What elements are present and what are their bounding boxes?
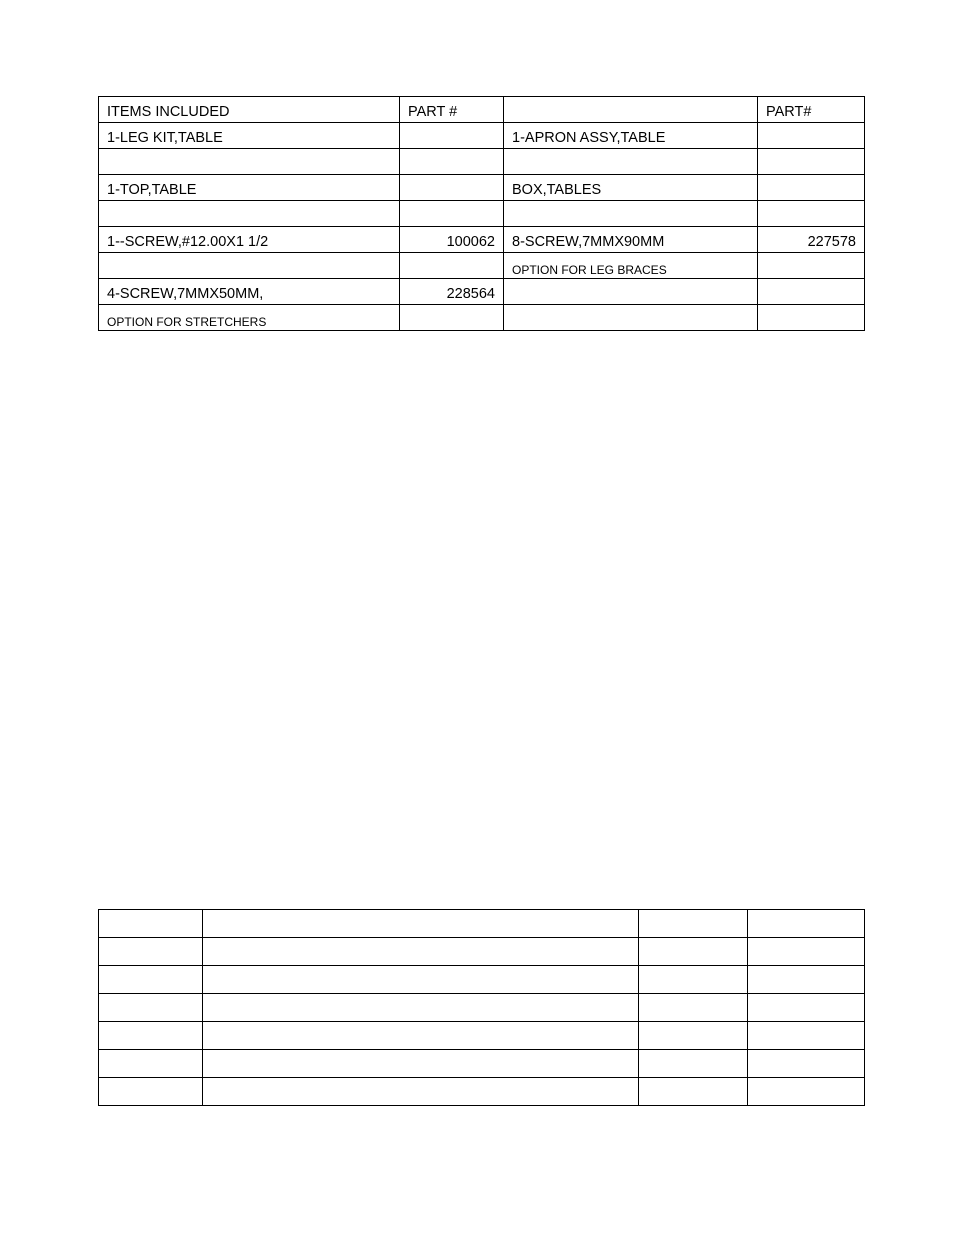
table-cell — [639, 1022, 748, 1050]
table-cell — [203, 938, 639, 966]
table-cell — [203, 1078, 639, 1106]
part-number-cell: 228564 — [400, 279, 504, 305]
table-cell — [203, 910, 639, 938]
table-cell — [400, 149, 504, 175]
table-row — [99, 1078, 865, 1106]
table-cell — [203, 994, 639, 1022]
table-cell: 4-SCREW,7MMX50MM, — [99, 279, 400, 305]
table-cell — [400, 305, 504, 331]
header-part-number-2: PART# — [758, 97, 865, 123]
table-cell — [203, 966, 639, 994]
table-row — [99, 253, 865, 279]
table-cell — [639, 1078, 748, 1106]
table-cell: BOX,TABLES — [504, 175, 758, 201]
table-cell — [639, 1050, 748, 1078]
table-cell — [758, 305, 865, 331]
table-cell — [758, 149, 865, 175]
table-cell — [203, 1050, 639, 1078]
table-cell — [99, 910, 203, 938]
table-row — [99, 123, 865, 149]
table-cell — [758, 253, 865, 279]
table-cell — [99, 253, 400, 279]
table-row — [99, 938, 865, 966]
header-items-included: ITEMS INCLUDED — [99, 97, 400, 123]
table-cell — [504, 279, 758, 305]
table-cell: 1-TOP,TABLE — [99, 175, 400, 201]
table-cell — [504, 201, 758, 227]
table-cell — [99, 1022, 203, 1050]
table-row — [99, 149, 865, 175]
header-blank — [504, 97, 758, 123]
table-cell — [504, 305, 758, 331]
header-part-number: PART # — [400, 97, 504, 123]
table-cell — [99, 966, 203, 994]
table-cell — [400, 201, 504, 227]
table-cell — [758, 201, 865, 227]
table-cell — [400, 123, 504, 149]
table-cell — [400, 175, 504, 201]
table-cell — [99, 1078, 203, 1106]
option-note: OPTION FOR LEG BRACES — [504, 253, 758, 279]
table-row — [99, 1022, 865, 1050]
table-cell — [748, 1078, 865, 1106]
table-cell — [639, 938, 748, 966]
table-cell — [504, 149, 758, 175]
table-cell — [99, 1050, 203, 1078]
blank-table — [98, 909, 865, 1106]
table-row — [99, 227, 865, 253]
table-cell: 1-APRON ASSY,TABLE — [504, 123, 758, 149]
table-row — [99, 175, 865, 201]
table-cell — [99, 201, 400, 227]
table-cell — [748, 966, 865, 994]
table-cell — [758, 175, 865, 201]
table-cell — [639, 994, 748, 1022]
table-cell — [758, 123, 865, 149]
table-cell — [99, 994, 203, 1022]
table-cell — [99, 149, 400, 175]
part-number-cell: 227578 — [758, 227, 865, 253]
table-row — [99, 305, 865, 331]
table-cell — [203, 1022, 639, 1050]
table-cell — [748, 910, 865, 938]
table-cell — [639, 966, 748, 994]
table-cell — [639, 910, 748, 938]
table-row — [99, 994, 865, 1022]
table-cell — [758, 279, 865, 305]
table-row — [99, 966, 865, 994]
table-cell: 8-SCREW,7MMX90MM — [504, 227, 758, 253]
part-number-cell: 100062 — [400, 227, 504, 253]
table-cell — [748, 994, 865, 1022]
table-cell — [748, 938, 865, 966]
table-cell: 1--SCREW,#12.00X1 1/2 — [99, 227, 400, 253]
option-note: OPTION FOR STRETCHERS — [99, 305, 400, 331]
table-cell — [99, 938, 203, 966]
table-cell: 1-LEG KIT,TABLE — [99, 123, 400, 149]
table-cell — [400, 253, 504, 279]
table-row — [99, 279, 865, 305]
table-row — [99, 97, 865, 123]
table-cell — [748, 1022, 865, 1050]
table-row — [99, 910, 865, 938]
table-row — [99, 201, 865, 227]
table-row — [99, 1050, 865, 1078]
table-cell — [748, 1050, 865, 1078]
parts-table — [98, 96, 865, 331]
